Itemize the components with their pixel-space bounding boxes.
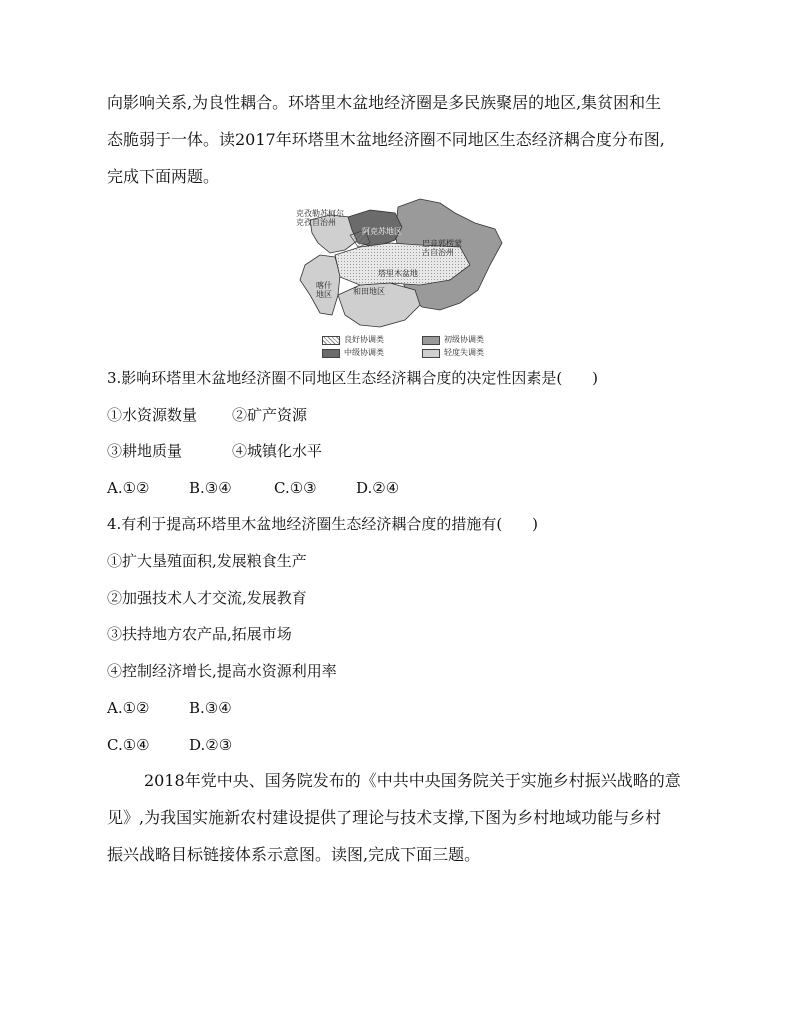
q4-option-b[interactable]: B.③④ (189, 699, 232, 717)
label-aksu: 阿克苏地区 (362, 227, 402, 236)
q4-option-c[interactable]: C.①④ (107, 736, 150, 754)
label-basin: 塔里木盆地 (378, 269, 418, 278)
intro-line-3: 完成下面两题。 (107, 167, 220, 186)
intro-line-2: 态脆弱于一体。读2017年环塔里木盆地经济圈不同地区生态经济耦合度分布图, (107, 130, 665, 149)
label-kezhou: 克孜勒苏柯尔 克孜自治州 (296, 209, 344, 227)
q4-item-1: ①扩大垦殖面积,发展粮食生产 (107, 552, 307, 570)
q4-item-2: ②加强技术人才交流,发展教育 (107, 589, 307, 607)
question-4-stem: 4.有利于提高环塔里木盆地经济圈生态经济耦合度的措施有( ) (107, 515, 539, 533)
passage-line-3: 振兴战略目标链接体系示意图。读图,完成下面三题。 (107, 845, 481, 864)
q3-item-1: ①水资源数量 (107, 406, 198, 424)
q3-item-4: ④城镇化水平 (232, 442, 323, 460)
label-hotan: 和田地区 (353, 287, 385, 296)
legend-mild (422, 348, 484, 358)
q4-item-3: ③扶持地方农产品,拓展市场 (107, 625, 292, 643)
coupling-distribution-map (290, 195, 510, 365)
q3-option-d[interactable]: D.②④ (356, 479, 400, 497)
q3-option-c[interactable]: C.①③ (274, 479, 317, 497)
label-kashgar: 喀什 地区 (316, 281, 332, 299)
q3-item-2: ②矿产资源 (232, 406, 308, 424)
intro-line-1: 向影响关系,为良性耦合。环塔里木盆地经济圈是多民族聚居的地区,集贫困和生 (107, 93, 662, 112)
q3-option-a[interactable]: A.①② (107, 479, 150, 497)
label-bazhou: 巴音郭楞蒙 古自治州 (422, 239, 462, 257)
legend-swatch-mild (422, 349, 440, 358)
legend-label-mild: 轻度失调类 (444, 348, 484, 357)
passage-line-1: 2018年党中央、国务院发布的《中共中央国务院关于实施乡村振兴战略的意 (144, 771, 681, 790)
legend-good (322, 335, 384, 345)
q4-item-4: ④控制经济增长,提高水资源利用率 (107, 662, 337, 680)
q4-option-a[interactable]: A.①② (107, 699, 150, 717)
question-3-stem: 3.影响环塔里木盆地经济圈不同地区生态经济耦合度的决定性因素是( ) (107, 369, 599, 387)
legend-label-mid: 中级协调类 (344, 348, 384, 357)
q3-item-3: ③耕地质量 (107, 442, 183, 460)
legend-primary (422, 335, 484, 345)
legend-swatch-primary (422, 336, 440, 345)
legend-mid (322, 348, 384, 358)
passage-line-2: 见》,为我国实施新农村建设提供了理论与技术支撑,下图为乡村地域功能与乡村 (107, 808, 662, 827)
q4-option-d[interactable]: D.②③ (189, 736, 233, 754)
legend-label-good: 良好协调类 (344, 335, 384, 344)
q3-option-b[interactable]: B.③④ (189, 479, 232, 497)
legend-label-primary: 初级协调类 (444, 335, 484, 344)
legend-swatch-good (322, 336, 340, 345)
legend-swatch-mid (322, 349, 340, 358)
